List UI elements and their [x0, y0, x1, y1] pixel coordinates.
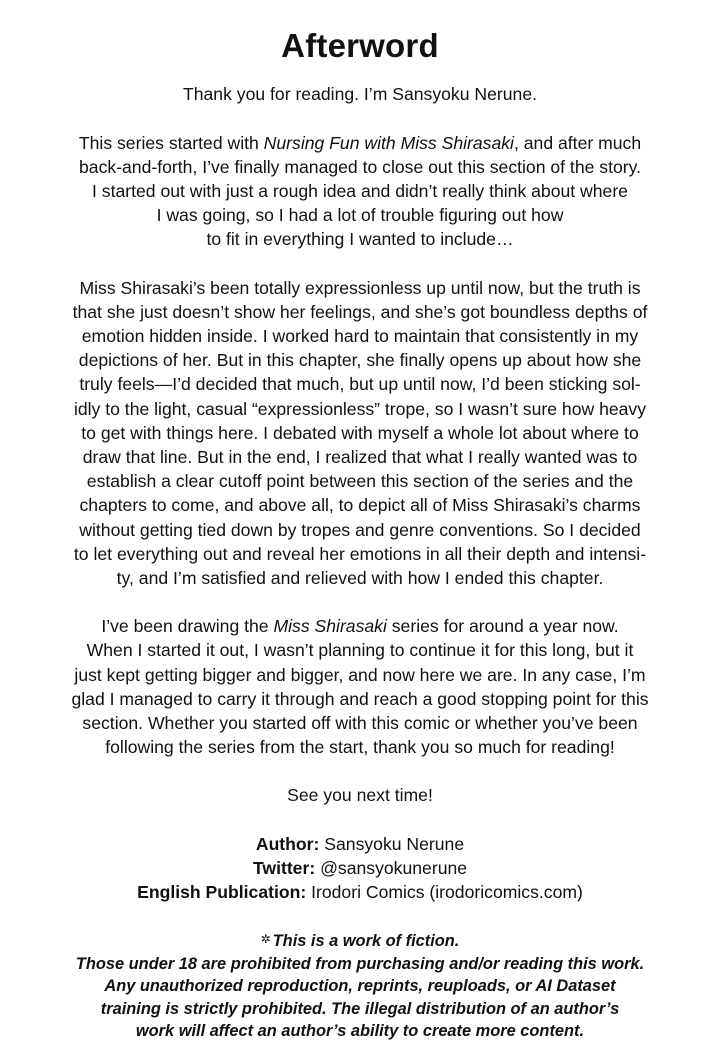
paragraph-line: When I started it out, I wasn’t planning to continue it for this long, but it — [86, 640, 634, 661]
paragraph-line: back-and-forth, I’ve finally managed to close out this section of the story. — [79, 156, 641, 177]
disclaimer-line — [34, 928, 686, 953]
paragraph-one-year — [34, 614, 686, 759]
credit-author — [34, 832, 686, 856]
text-segment: series for around a year now. — [386, 616, 619, 637]
paragraph-line: depictions of her. But in this chapter, she finally opens up about how she — [78, 350, 642, 371]
paragraph-line: emotion hidden inside. I worked hard to maintain that consistently in my — [81, 325, 639, 346]
disclaimer-text: This is a work of fiction. — [272, 932, 460, 951]
text-segment: This series started with — [78, 132, 264, 153]
intro-line: Thank you for reading. I’m Sansyoku Nerune. — [182, 84, 537, 105]
disclaimer-line: work will affect an author’s ability to create more content. — [135, 1022, 585, 1041]
credit-value: Irodori Comics (irodoricomics.com) — [306, 881, 583, 902]
paragraph-line: I started out with just a rough idea and didn’t really think about where — [92, 180, 628, 201]
credits-block — [34, 832, 686, 905]
paragraph-line: ty, and I’m satisfied and relieved with how I ended this chapter. — [116, 567, 604, 588]
paragraph-line: that she just doesn’t show her feelings, and she’s got boundless depths of — [72, 301, 648, 322]
credit-value: @sansyokunerune — [315, 857, 468, 878]
text-segment: I’ve been drawing the — [101, 616, 274, 637]
paragraph-line: without getting tied down by tropes and genre conventions. So I decided — [79, 519, 641, 540]
paragraph-line: truly feels—I’d decided that much, but up until now, I’d been sticking sol- — [79, 374, 641, 395]
paragraph-line: following the series from the start, thank you so much for reading! — [105, 737, 615, 758]
paragraph-line: to get with things here. I debated with myself a whole lot about where to — [81, 422, 639, 443]
credit-label: English Publication: — [137, 881, 307, 902]
paragraph-line: to let everything out and reveal her emotions in all their depth and intensi- — [73, 543, 647, 564]
paragraph-line: I was going, so I had a lot of trouble figuring out how — [156, 205, 564, 226]
credit-value: Sansyoku Nerune — [319, 833, 465, 854]
closing-paragraph — [34, 783, 686, 807]
paragraph-line: to fit in everything I wanted to include… — [206, 229, 514, 250]
intro-paragraph — [34, 82, 686, 106]
credit-label: Author: — [255, 833, 320, 854]
paragraph-line: idly to the light, casual “expressionless” trope, so I wasn’t sure how heavy — [73, 398, 647, 419]
credit-twitter — [34, 856, 686, 880]
paragraph-line: chapters to come, and above all, to depict all of Miss Shirasaki’s charms — [79, 495, 641, 516]
paragraph-line — [34, 131, 686, 155]
gear-icon: ✲ — [260, 932, 271, 947]
paragraph-line: glad I managed to carry it through and reach a good stopping point for this — [71, 688, 649, 709]
disclaimer-line: training is strictly prohibited. The illegal distribution of an author’s — [100, 999, 620, 1018]
paragraph-line — [34, 614, 686, 638]
series-title-italic: Miss Shirasaki — [273, 616, 387, 637]
paragraph-expressionless — [34, 276, 686, 591]
paragraph-series-start — [34, 131, 686, 252]
credit-label: Twitter: — [252, 857, 316, 878]
paragraph-line: draw that line. But in the end, I realized that what I really wanted was to — [82, 446, 638, 467]
series-title-italic: Nursing Fun with Miss Shirasaki — [263, 132, 514, 153]
disclaimer-line: Any unauthorized reproduction, reprints, reuploads, or AI Dataset — [104, 977, 616, 996]
paragraph-line: just kept getting bigger and bigger, and now here we are. In any case, I’m — [74, 664, 646, 685]
disclaimer-line: Those under 18 are prohibited from purchasing and/or reading this work. — [75, 954, 645, 973]
closing-line: See you next time! — [287, 785, 433, 806]
disclaimer-block — [34, 928, 686, 1043]
page-title: Afterword — [281, 27, 439, 64]
paragraph-line: section. Whether you started off with this comic or whether you’ve been — [82, 712, 638, 733]
text-segment: , and after much — [513, 132, 642, 153]
paragraph-line: Miss Shirasaki’s been totally expressionless up until now, but the truth is — [79, 277, 641, 298]
paragraph-line: establish a clear cutoff point between this section of the series and the — [86, 471, 634, 492]
credit-publication — [34, 880, 686, 904]
